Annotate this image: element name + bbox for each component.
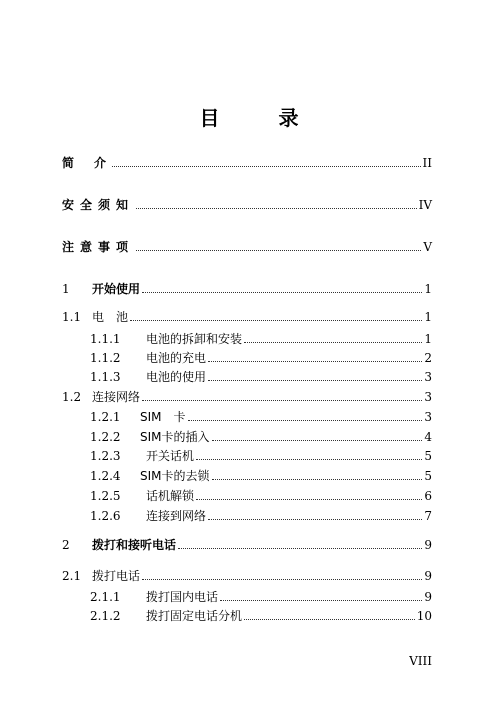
toc-entry-page: 6 xyxy=(424,489,432,503)
toc-entry-1-2-6[interactable] xyxy=(90,505,432,523)
toc-entry-section-1-2[interactable] xyxy=(62,386,432,404)
toc-entry-page: 3 xyxy=(424,390,432,404)
dot-leader xyxy=(196,499,422,500)
toc-entry-page: 3 xyxy=(424,370,432,384)
toc-entry-number: 1.2 xyxy=(62,390,82,404)
toc-entry-number: 2.1 xyxy=(62,569,82,583)
toc-entry-title: SIM 卡 xyxy=(140,410,186,424)
toc-entry-title: SIM卡的去锁 xyxy=(140,469,210,483)
toc-entry-page: 3 xyxy=(424,410,432,424)
toc-entry-title: 电 池 xyxy=(92,310,129,324)
toc-entry-1-2-4[interactable] xyxy=(90,465,432,483)
toc-entry-title: 拨打国内电话 xyxy=(146,590,219,604)
toc-entry-notes[interactable] xyxy=(62,236,432,254)
footer-page-number: VIII xyxy=(409,654,432,668)
toc-entry-title: 连接网络 xyxy=(92,390,141,404)
toc-entry-title: 开始使用 xyxy=(92,282,141,296)
toc-entry-number: 1.2.6 xyxy=(90,509,121,523)
dot-leader xyxy=(208,380,422,381)
toc-entry-number: 1.1.3 xyxy=(90,370,121,384)
dot-leader xyxy=(196,459,422,460)
toc-entry-title: 电池的拆卸和安装 xyxy=(146,332,243,346)
toc-entry-page: 1 xyxy=(424,310,432,324)
toc-entry-number: 2.1.1 xyxy=(90,590,121,604)
dot-leader xyxy=(142,579,422,580)
toc-entry-page: 5 xyxy=(424,449,432,463)
toc-entry-1-2-1[interactable] xyxy=(90,406,432,424)
toc-entry-2-1-2[interactable] xyxy=(90,605,432,623)
toc-entry-title: 拨打电话 xyxy=(92,569,141,583)
toc-entry-title: 简 介 xyxy=(62,156,111,170)
toc-entry-number: 1.2.3 xyxy=(90,449,121,463)
toc-entry-page: 4 xyxy=(424,430,432,444)
toc-entry-2-1-1[interactable] xyxy=(90,586,432,604)
toc-entry-number: 1.2.5 xyxy=(90,489,121,503)
toc-entry-page: 5 xyxy=(424,469,432,483)
toc-entry-number: 1.1.2 xyxy=(90,351,121,365)
toc-entry-intro[interactable] xyxy=(62,152,432,170)
toc-entry-title: 话机解锁 xyxy=(146,489,195,503)
toc-entry-page: II xyxy=(422,156,432,170)
toc-entry-title: 拨打和接听电话 xyxy=(92,538,177,552)
toc-entry-page: 9 xyxy=(424,569,432,583)
toc-entry-1-1-2[interactable] xyxy=(90,347,432,365)
toc-entry-number: 2 xyxy=(62,538,70,552)
toc-entry-page: 2 xyxy=(424,351,432,365)
toc-entry-number: 1.2.1 xyxy=(90,410,121,424)
dot-leader xyxy=(220,600,422,601)
dot-leader xyxy=(188,420,423,421)
toc-entry-chapter-1[interactable] xyxy=(62,278,432,296)
toc-entry-number: 1.1.1 xyxy=(90,332,121,346)
toc-entry-page: 1 xyxy=(424,282,432,296)
dot-leader xyxy=(112,166,421,167)
toc-entry-1-2-5[interactable] xyxy=(90,485,432,503)
toc-entry-number: 1.1 xyxy=(62,310,82,324)
toc-entry-number: 2.1.2 xyxy=(90,609,121,623)
toc-entry-title: 电池的使用 xyxy=(146,370,207,384)
dot-leader xyxy=(212,479,423,480)
dot-leader xyxy=(142,292,422,293)
dot-leader xyxy=(136,208,417,209)
toc-entry-number: 1 xyxy=(62,282,70,296)
toc-entry-section-1-1[interactable] xyxy=(62,306,432,324)
toc-entry-1-2-3[interactable] xyxy=(90,445,432,463)
dot-leader xyxy=(130,320,422,321)
toc-entry-page: 9 xyxy=(424,538,432,552)
dot-leader xyxy=(208,519,422,520)
toc-entry-number: 1.2.2 xyxy=(90,430,121,444)
dot-leader xyxy=(244,619,415,620)
toc-entry-page: 9 xyxy=(424,590,432,604)
dot-leader xyxy=(136,250,421,251)
toc-entry-page: 1 xyxy=(424,332,432,346)
dot-leader xyxy=(142,400,422,401)
toc-entry-title: 开关话机 xyxy=(146,449,195,463)
toc-entry-chapter-2[interactable] xyxy=(62,534,432,552)
toc-entry-page: V xyxy=(423,240,432,254)
dot-leader xyxy=(244,342,422,343)
toc-entry-number: 1.2.4 xyxy=(90,469,121,483)
toc-entry-title: 连接到网络 xyxy=(146,509,207,523)
toc-entry-title: 电池的充电 xyxy=(146,351,207,365)
page-title: 目 录 xyxy=(199,106,325,130)
toc-entry-page: 10 xyxy=(416,609,432,623)
toc-entry-1-1-3[interactable] xyxy=(90,366,432,384)
toc-entry-page: IV xyxy=(418,198,432,212)
toc-entry-title: 拨打固定电话分机 xyxy=(146,609,243,623)
toc-entry-safety[interactable] xyxy=(62,194,432,212)
toc-entry-1-1-1[interactable] xyxy=(90,328,432,346)
toc-entry-section-2-1[interactable] xyxy=(62,565,432,583)
dot-leader xyxy=(212,440,423,441)
toc-entry-title: 注意事项 xyxy=(62,240,135,254)
toc-entry-page: 7 xyxy=(424,509,432,523)
dot-leader xyxy=(208,361,422,362)
dot-leader xyxy=(178,548,422,549)
toc-entry-1-2-2[interactable] xyxy=(90,426,432,444)
toc-entry-title: SIM卡的插入 xyxy=(140,430,210,444)
toc-entry-title: 安全须知 xyxy=(62,198,135,212)
